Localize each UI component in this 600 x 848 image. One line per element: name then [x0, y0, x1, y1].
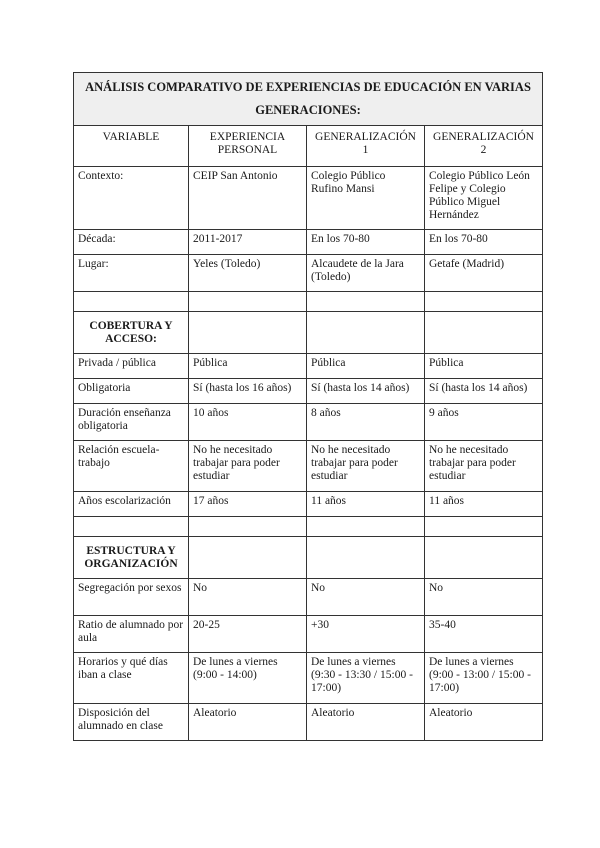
section-heading-cobertura: COBERTURA Y ACCESO:	[74, 312, 189, 354]
table-row-contexto	[74, 167, 543, 230]
header-variable: VARIABLE	[74, 126, 189, 167]
table-row-lugar	[74, 255, 543, 292]
cell-generalizacion-1: Pública	[307, 354, 425, 379]
cell-generalizacion-1: Sí (hasta los 14 años)	[307, 379, 425, 404]
empty-row	[74, 517, 543, 537]
row-label: Lugar:	[74, 255, 189, 292]
cell-experiencia-personal: De lunes a viernes (9:00 - 14:00)	[189, 653, 307, 704]
empty-cell	[74, 292, 189, 312]
row-label: Privada / pública	[74, 354, 189, 379]
cell-generalizacion-1: Colegio Público Rufino Mansi	[307, 167, 425, 230]
row-label: Disposición del alumnado en clase	[74, 704, 189, 741]
cell-generalizacion-2: No he necesitado trabajar para poder estudiar	[425, 441, 543, 492]
row-label: Contexto:	[74, 167, 189, 230]
cell-generalizacion-2: No	[425, 579, 543, 616]
row-label: Años escolarización	[74, 492, 189, 517]
cell-experiencia-personal: CEIP San Antonio	[189, 167, 307, 230]
cell-generalizacion-2: Getafe (Madrid)	[425, 255, 543, 292]
comparison-table	[73, 72, 543, 741]
row-label: Duración enseñanza obligatoria	[74, 404, 189, 441]
table-row-obligatoria	[74, 379, 543, 404]
cell-generalizacion-1: 11 años	[307, 492, 425, 517]
cell-generalizacion-2: 9 años	[425, 404, 543, 441]
cell-generalizacion-2: Sí (hasta los 14 años)	[425, 379, 543, 404]
empty-cell	[307, 537, 425, 579]
cell-generalizacion-2: Pública	[425, 354, 543, 379]
cell-experiencia-personal: No	[189, 579, 307, 616]
empty-cell	[189, 517, 307, 537]
cell-generalizacion-1: +30	[307, 616, 425, 653]
empty-cell	[307, 517, 425, 537]
table-row-horarios	[74, 653, 543, 704]
cell-generalizacion-1: De lunes a viernes (9:30 - 13:30 / 15:00 - 17:00)	[307, 653, 425, 704]
table-row-relacion	[74, 441, 543, 492]
header-generalizacion-1: GENERALIZACIÓN 1	[307, 126, 425, 167]
cell-generalizacion-1: En los 70-80	[307, 230, 425, 255]
cell-generalizacion-1: Aleatorio	[307, 704, 425, 741]
cell-generalizacion-1: 8 años	[307, 404, 425, 441]
table-row-ratio	[74, 616, 543, 653]
cell-experiencia-personal: Pública	[189, 354, 307, 379]
empty-cell	[425, 537, 543, 579]
empty-cell	[425, 292, 543, 312]
section-heading-estructura: ESTRUCTURA Y ORGANIZACIÓN	[74, 537, 189, 579]
row-label: Ratio de alumnado por aula	[74, 616, 189, 653]
table-row-decada	[74, 230, 543, 255]
cell-experiencia-personal: 10 años	[189, 404, 307, 441]
table-row-privada	[74, 354, 543, 379]
row-label: Relación escuela-trabajo	[74, 441, 189, 492]
cell-experiencia-personal: Sí (hasta los 16 años)	[189, 379, 307, 404]
cell-generalizacion-2: Colegio Público León Felipe y Colegio Público Miguel Hernández	[425, 167, 543, 230]
table-row-disposicion	[74, 704, 543, 741]
empty-cell	[307, 312, 425, 354]
title-row	[74, 73, 543, 126]
cell-experiencia-personal: 17 años	[189, 492, 307, 517]
table-title: ANÁLISIS COMPARATIVO DE EXPERIENCIAS DE EDUCACIÓN EN VARIAS GENERACIONES:	[74, 73, 543, 126]
cell-generalizacion-2: En los 70-80	[425, 230, 543, 255]
header-experiencia-personal: EXPERIENCIA PERSONAL	[189, 126, 307, 167]
cell-generalizacion-2: Aleatorio	[425, 704, 543, 741]
empty-cell	[189, 537, 307, 579]
header-generalizacion-2: GENERALIZACIÓN 2	[425, 126, 543, 167]
cell-experiencia-personal: Aleatorio	[189, 704, 307, 741]
section-row-cobertura	[74, 312, 543, 354]
empty-cell	[189, 312, 307, 354]
cell-generalizacion-2: 11 años	[425, 492, 543, 517]
cell-experiencia-personal: Yeles (Toledo)	[189, 255, 307, 292]
cell-generalizacion-1: Alcaudete de la Jara (Toledo)	[307, 255, 425, 292]
cell-generalizacion-2: De lunes a viernes (9:00 - 13:00 / 15:00 - 17:00)	[425, 653, 543, 704]
table-row-segregacion	[74, 579, 543, 616]
empty-cell	[425, 517, 543, 537]
section-row-estructura	[74, 537, 543, 579]
row-label: Horarios y qué días iban a clase	[74, 653, 189, 704]
cell-generalizacion-2: 35-40	[425, 616, 543, 653]
table-row-anios	[74, 492, 543, 517]
empty-cell	[189, 292, 307, 312]
row-label: Obligatoria	[74, 379, 189, 404]
header-row	[74, 126, 543, 167]
cell-generalizacion-1: No he necesitado trabajar para poder estudiar	[307, 441, 425, 492]
cell-generalizacion-1: No	[307, 579, 425, 616]
empty-cell	[425, 312, 543, 354]
cell-experiencia-personal: 20-25	[189, 616, 307, 653]
cell-experiencia-personal: No he necesitado trabajar para poder estudiar	[189, 441, 307, 492]
cell-experiencia-personal: 2011-2017	[189, 230, 307, 255]
empty-row	[74, 292, 543, 312]
empty-cell	[307, 292, 425, 312]
empty-cell	[74, 517, 189, 537]
row-label: Segregación por sexos	[74, 579, 189, 616]
row-label: Década:	[74, 230, 189, 255]
table-row-duracion	[74, 404, 543, 441]
